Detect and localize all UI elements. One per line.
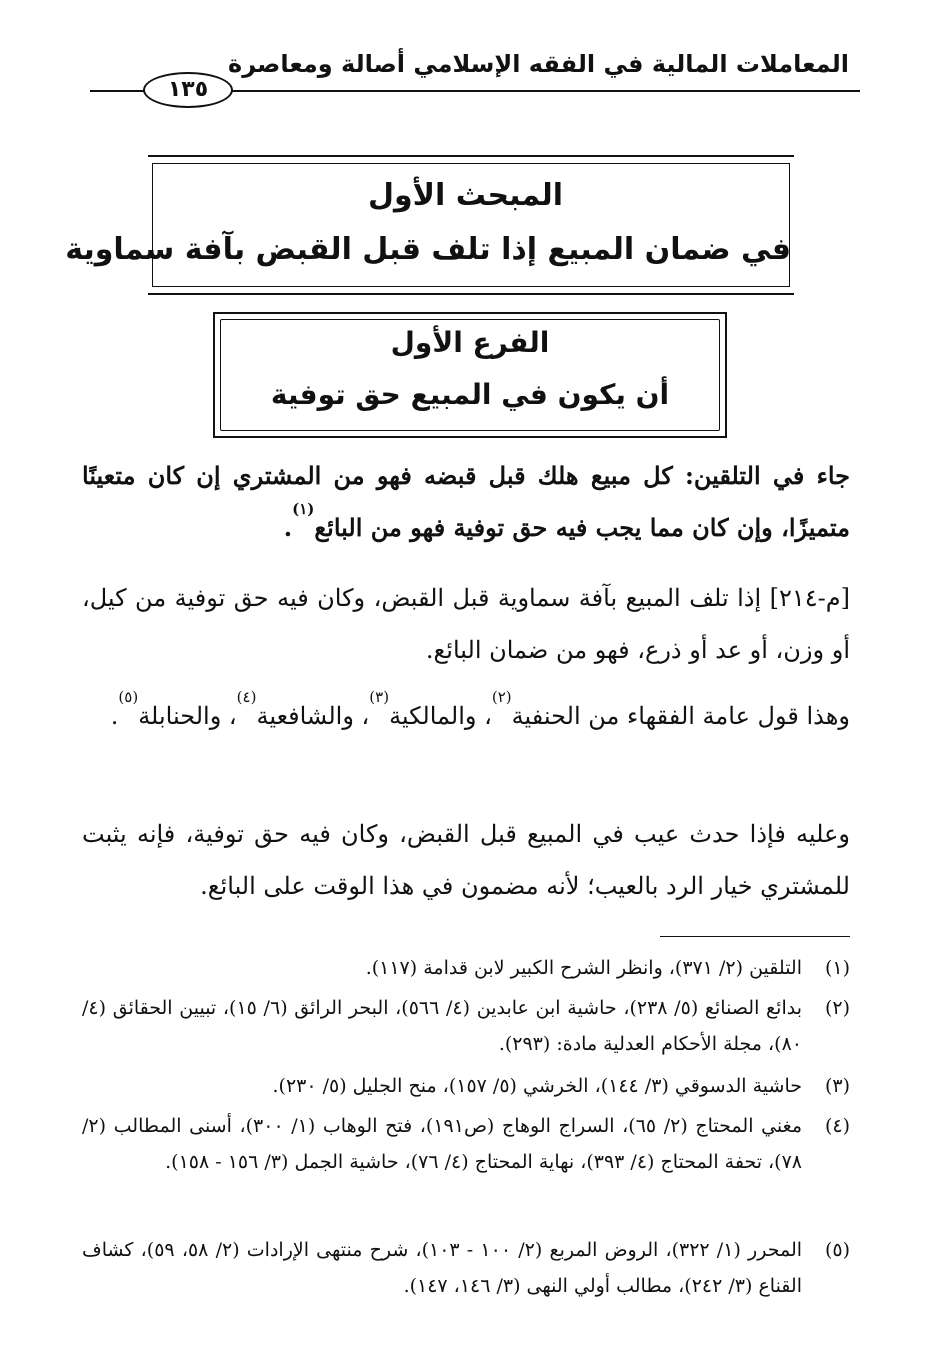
footnote-number: (٤): [824, 1115, 850, 1137]
footnote-ref-1[interactable]: (١): [292, 500, 315, 518]
page-number: ١٣٥: [143, 72, 233, 108]
running-title: المعاملات المالية في الفقه الإسلامي أصالة ومعاصرة: [228, 50, 849, 78]
footnote-ref-4[interactable]: (٤): [236, 688, 257, 706]
section-title: الفرع الأول: [390, 326, 550, 359]
footnote-text: التلقين (٢/ ٣٧١)، وانظر الشرح الكبير لابن قدامة (١١٧).: [365, 957, 802, 979]
paragraph-text: ، والمالكية: [389, 702, 492, 730]
paragraph-end: .: [110, 702, 119, 730]
paragraph-talqin-quote: [82, 450, 850, 554]
footnote-1: [82, 950, 850, 986]
paragraph-text: ، والحنابلة: [138, 702, 237, 730]
paragraph-text: وهذا قول عامة الفقهاء من الحنفية: [511, 702, 850, 730]
footnote-number: (٥): [824, 1239, 850, 1261]
footnote-2: [82, 990, 850, 1062]
footnote-3: [82, 1068, 850, 1104]
footnote-5: [82, 1232, 850, 1304]
footnote-ref-2[interactable]: (٢): [491, 688, 512, 706]
footnote-text: حاشية الدسوقي (٣/ ١٤٤)، الخرشي (٥/ ١٥٧)، منح الجليل (٥/ ٢٣٠).: [272, 1075, 802, 1097]
footnote-number: (٢): [824, 997, 850, 1019]
footnote-number: (١): [824, 957, 850, 979]
paragraph-end: .: [283, 513, 293, 542]
footnote-text: المحرر (١/ ٣٢٢)، الروض المربع (٢/ ١٠٠ - ١٠٣)، شرح منتهى الإرادات (٢/ ٥٨، ٥٩)، كشاف القناع (٣/ ٢٤٢)، مطالب أولي النهى (٣/ ١٤٦، ١٤٧).: [82, 1239, 803, 1297]
footnote-number: (٣): [824, 1075, 850, 1097]
chapter-title: المبحث الأول: [367, 178, 564, 213]
paragraph-text: ، والشافعية: [256, 702, 370, 730]
chapter-heading-frame: [65, 155, 794, 295]
paragraph-issue-214: [م-٢١٤] إذا تلف المبيع بآفة سماوية قبل القبض، وكان فيه حق توفية من كيل، أو وزن، أو عد أو ذرع، فهو من ضمان البائع.: [82, 584, 850, 664]
paragraph-defect-before-receipt: وعليه فإذا حدث عيب في المبيع قبل القبض، وكان فيه حق توفية، فإنه يثبت للمشتري خيار الرد بالعيب؛ لأنه مضمون في هذا الوقت على البائع.: [82, 820, 850, 900]
footnote-ref-3[interactable]: (٣): [369, 688, 390, 706]
footnote-separator: [660, 936, 850, 937]
paragraph-text: جاء في التلقين: كل مبيع هلك قبل قبضه فهو من المشتري إن كان متعينًا متميزًا، وإن كان مما يجب فيه حق توفية فهو من البائع: [82, 461, 850, 542]
footnote-text: مغني المحتاج (٢/ ٦٥)، السراج الوهاج (ص١٩١)، فتح الوهاب (١/ ٣٠٠)، أسنى المطالب (٢/ ٧٨)، تحفة المحتاج (٤/ ٣٩٣)، نهاية المحتاج (٤/ ٧٦)، حاشية الجمل (٣/ ١٥٦ - ١٥٨).: [82, 1115, 802, 1173]
chapter-subtitle: في ضمان المبيع إذا تلف قبل القبض بآفة سماوية: [65, 232, 791, 267]
section-subtitle: أن يكون في المبيع حق توفية: [270, 378, 670, 411]
footnote-4: [82, 1108, 850, 1180]
footnote-ref-5[interactable]: (٥): [118, 688, 139, 706]
paragraph-jurists-opinion: [82, 690, 850, 742]
footnote-text: بدائع الصنائع (٥/ ٢٣٨)، حاشية ابن عابدين (٤/ ٥٦٦)، البحر الرائق (٦/ ١٥)، تبيين الحقائق (٤/ ٨٠)، مجلة الأحكام العدلية مادة: (٢٩٣).: [82, 997, 802, 1055]
